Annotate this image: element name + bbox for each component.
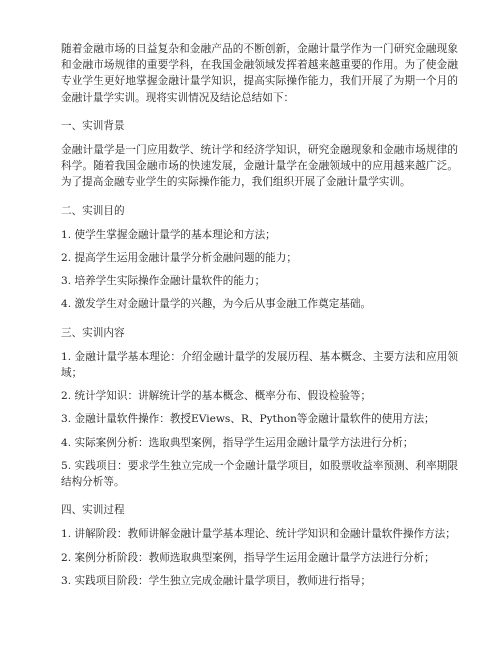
content-item: 1. 金融计量学基本理论：介绍金融计量学的发展历程、基本概念、主要方法和应用领域； <box>61 350 458 380</box>
section-heading-background: 一、实训背景 <box>61 119 125 132</box>
process-item: 1. 讲解阶段：教师讲解金融计量学基本理论、统计学知识和金融计量软件操作方法； <box>61 528 456 541</box>
purpose-item: 2. 提高学生运用金融计量学分析金融问题的能力； <box>61 252 297 265</box>
content-item: 4. 实际案例分析：选取典型案例，指导学生运用金融计量学方法进行分析； <box>61 436 414 449</box>
content-item: 2. 统计学知识：讲解统计学的基本概念、概率分布、假设检验等； <box>61 390 372 403</box>
background-paragraph: 金融计量学是一门应用数学、统计学和经济学知识，研究金融现象和金融市场规律的科学。随着我国金融市场的快速发展，金融计量学在金融领域中的应用越来越广泛。为了提高金融专业学生的实际操作能力，我们组织开展了金融计量学实训。 <box>61 144 458 189</box>
content-item: 3. 金融计量软件操作：教授EViews、R、Python等金融计量软件的使用方法； <box>61 413 435 426</box>
process-item: 3. 实践项目阶段：学生独立完成金融计量学项目，教师进行指导； <box>61 574 372 587</box>
intro-paragraph: 随着金融市场的日益复杂和金融产品的不断创新，金融计量学作为一门研究金融现象和金融市场规律的重要学科，在我国金融领域发挥着越来越重要的作用。为了使金融专业学生更好地掌握金融计量学知识，提高实际操作能力，我们开展了为期一个月的金融计量学实训。现将实训情况及结论总结如下： <box>61 43 458 104</box>
purpose-item: 1. 使学生掌握金融计量学的基本理论和方法； <box>61 228 276 241</box>
section-heading-purpose: 二、实训目的 <box>61 204 125 217</box>
section-heading-process: 四、实训过程 <box>61 504 125 517</box>
purpose-item: 4. 激发学生对金融计量学的兴趣，为今后从事金融工作奠定基础。 <box>61 298 372 311</box>
content-item: 5. 实践项目：要求学生独立完成一个金融计量学项目，如股票收益率预测、利率期限结构分析等。 <box>61 459 458 489</box>
purpose-item: 3. 培养学生实际操作金融计量软件的能力； <box>61 275 266 288</box>
process-item: 2. 案例分析阶段：教师选取典型案例，指导学生运用金融计量学方法进行分析； <box>61 551 435 564</box>
section-heading-content: 三、实训内容 <box>61 326 125 339</box>
